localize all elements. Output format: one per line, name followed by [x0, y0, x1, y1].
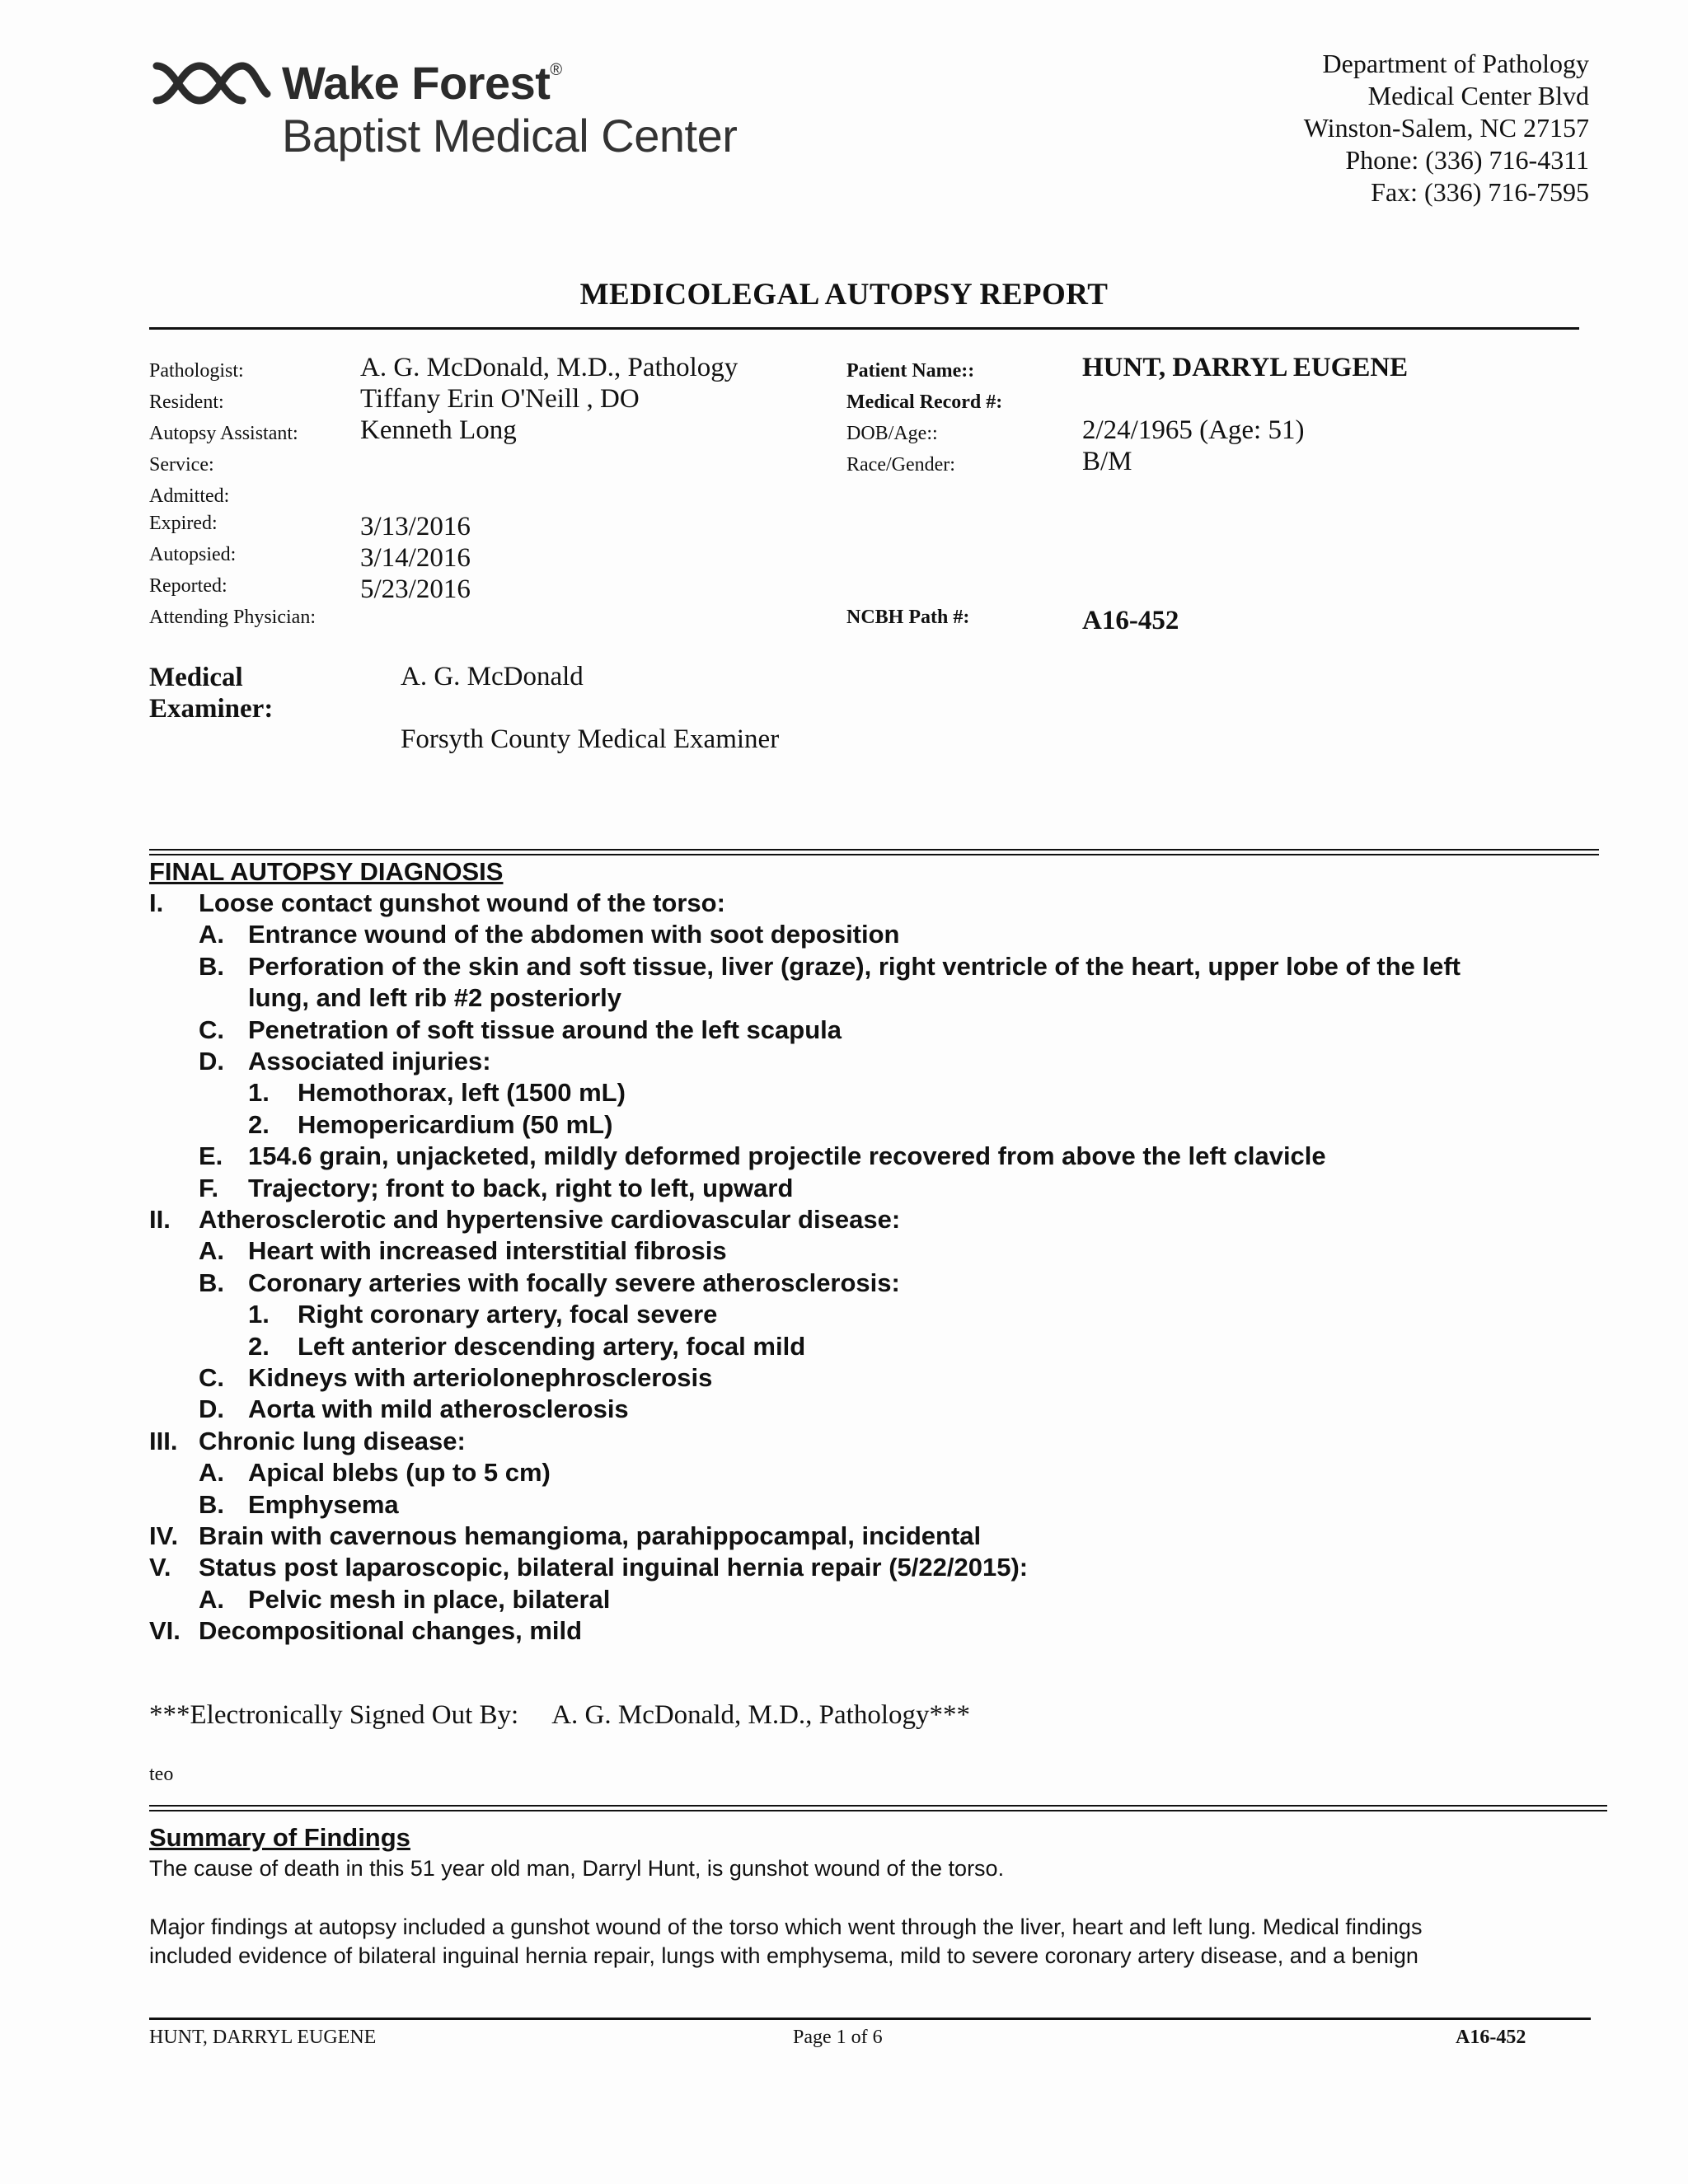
- diagnosis-item-number: III.: [149, 1426, 178, 1455]
- summary-heading: Summary of Findings: [149, 1823, 410, 1852]
- report-title: MEDICOLEGAL AUTOPSY REPORT: [579, 278, 1109, 312]
- signout-name: A. G. McDonald, M.D., Pathology***: [551, 1700, 970, 1730]
- diagnosis-item-text: Entrance wound of the abdomen with soot deposition: [248, 920, 900, 949]
- diagnosis-item-number: C.: [199, 1015, 224, 1044]
- diagnosis-item-number: 1.: [248, 1078, 270, 1108]
- diagnosis-rule-top: [149, 849, 1599, 851]
- diagnosis-item-text: Kidneys with arteriolonephrosclerosis: [248, 1363, 713, 1392]
- diagnosis-heading: FINAL AUTOPSY DIAGNOSIS: [149, 857, 504, 886]
- expired-value: 3/13/2016: [360, 512, 471, 541]
- diagnosis-item-number: II.: [149, 1205, 171, 1234]
- diagnosis-item-text: Brain with cavernous hemangioma, parahippocampal, incidental: [199, 1521, 982, 1550]
- diagnosis-item-number: B.: [199, 1489, 224, 1519]
- diagnosis-item-text: Right coronary artery, focal severe: [298, 1300, 718, 1329]
- race-gender-value: B/M: [1082, 447, 1132, 476]
- admitted-label: Admitted:: [149, 485, 230, 507]
- reported-value: 5/23/2016: [360, 574, 471, 604]
- diagnosis-item-text: Pelvic mesh in place, bilateral: [248, 1584, 611, 1614]
- address-city: Winston-Salem, NC 27157: [1303, 113, 1589, 143]
- address-fax: Fax: (336) 716-7595: [1371, 177, 1589, 207]
- path-number-label: NCBH Path #:: [846, 607, 970, 628]
- patient-name-label: Patient Name::: [846, 360, 975, 382]
- service-label: Service:: [149, 454, 214, 476]
- diagnosis-item-text: Aorta with mild atherosclerosis: [248, 1394, 629, 1424]
- diagnosis-item-number: IV.: [149, 1521, 179, 1550]
- diagnosis-rule-bottom: [149, 854, 1599, 855]
- patient-name-value: HUNT, DARRYL EUGENE: [1082, 353, 1409, 382]
- hospital-logo: [150, 49, 743, 165]
- medical-examiner-name: A. G. McDonald: [401, 662, 584, 691]
- diagnosis-item-text: Perforation of the skin and soft tissue, liver (graze), right ventricle of the heart, upper lobe of the left: [248, 951, 1461, 981]
- footer-patient: HUNT, DARRYL EUGENE: [149, 2027, 377, 2048]
- autopsied-value: 3/14/2016: [360, 543, 471, 573]
- summary-paragraph-1: The cause of death in this 51 year old man, Darryl Hunt, is gunshot wound of the torso.: [149, 1856, 1005, 1881]
- diagnosis-item-number: 1.: [248, 1300, 270, 1329]
- logo-title: Wake Forest®: [282, 57, 562, 109]
- diagnosis-item-number: VI.: [149, 1616, 181, 1646]
- diagnosis-item-text: 154.6 grain, unjacketed, mildly deformed projectile recovered from above the left clavicle: [248, 1141, 1326, 1171]
- diagnosis-item-number: A.: [199, 1584, 224, 1614]
- footer-page-number: Page 1 of 6: [793, 2027, 883, 2048]
- footer-path-number: A16-452: [1456, 2027, 1526, 2048]
- diagnosis-item-text: Left anterior descending artery, focal mild: [298, 1331, 806, 1361]
- diagnosis-item-number: B.: [199, 1268, 224, 1297]
- diagnosis-item-number: 2.: [248, 1109, 270, 1139]
- attending-label: Attending Physician:: [149, 607, 316, 628]
- resident-label: Resident:: [149, 391, 224, 413]
- address-street: Medical Center Blvd: [1367, 81, 1589, 110]
- diagnosis-item-text: Chronic lung disease:: [199, 1426, 466, 1455]
- summary-paragraph-2-line1: Major findings at autopsy included a gunshot wound of the torso which went through the liver, heart and left lung. Medical findings: [149, 1915, 1423, 1939]
- diagnosis-item-number: C.: [199, 1363, 224, 1392]
- diagnosis-item-text: Status post laparoscopic, bilateral inguinal hernia repair (5/22/2015):: [199, 1553, 1029, 1582]
- diagnosis-item-number: V.: [149, 1553, 171, 1582]
- dob-value: 2/24/1965 (Age: 51): [1082, 415, 1305, 445]
- resident-value: Tiffany Erin O'Neill , DO: [360, 384, 640, 414]
- medical-examiner-office: Forsyth County Medical Examiner: [401, 724, 780, 754]
- diagnosis-item-text: Associated injuries:: [248, 1047, 491, 1076]
- diagnosis-item-text: Apical blebs (up to 5 cm): [248, 1458, 551, 1488]
- title-rule: [149, 327, 1579, 330]
- reported-label: Reported:: [149, 575, 227, 597]
- wake-forest-logo-icon: [150, 54, 274, 112]
- diagnosis-item-number: D.: [199, 1394, 224, 1424]
- pathologist-label: Pathologist:: [149, 360, 244, 382]
- signout-line: [149, 1700, 970, 1731]
- diagnosis-item-number: A.: [199, 920, 224, 949]
- diagnosis-item-text: Penetration of soft tissue around the left scapula: [248, 1015, 842, 1044]
- pathologist-value: A. G. McDonald, M.D., Pathology: [360, 353, 738, 382]
- department-address: [1304, 48, 1589, 209]
- address-phone: Phone: (336) 716-4311: [1345, 145, 1589, 175]
- diagnosis-item-text: Atherosclerotic and hypertensive cardiovascular disease:: [199, 1205, 901, 1234]
- diagnosis-item-number: E.: [199, 1141, 223, 1171]
- diagnosis-item-text: Hemopericardium (50 mL): [298, 1109, 613, 1139]
- diagnosis-item-text: Heart with increased interstitial fibrosis: [248, 1236, 727, 1266]
- diagnosis-item-text: Loose contact gunshot wound of the torso:: [199, 888, 725, 917]
- diagnosis-item-text: lung, and left rib #2 posteriorly: [248, 983, 622, 1013]
- diagnosis-item-text: Trajectory; front to back, right to left, upward: [248, 1173, 794, 1202]
- autopsied-label: Autopsied:: [149, 544, 237, 565]
- race-gender-label: Race/Gender:: [846, 454, 955, 476]
- summary-paragraph-2-line2: included evidence of bilateral inguinal hernia repair, lungs with emphysema, mild to severe coronary artery disease, and a benign: [149, 1943, 1418, 1968]
- assistant-value: Kenneth Long: [360, 415, 517, 445]
- diagnosis-item-number: I.: [149, 888, 164, 917]
- transcriptionist-initials: teo: [149, 1764, 174, 1785]
- expired-label: Expired:: [149, 513, 218, 534]
- summary-rule-bottom: [149, 1810, 1607, 1811]
- assistant-label: Autopsy Assistant:: [149, 423, 298, 444]
- diagnosis-item-text: Emphysema: [248, 1489, 399, 1519]
- diagnosis-item-number: 2.: [248, 1331, 270, 1361]
- medical-examiner-label: [149, 662, 273, 724]
- medical-examiner-label-line2: Examiner:: [149, 694, 274, 724]
- signout-prefix: ***Electronically Signed Out By:: [149, 1700, 519, 1730]
- diagnosis-item-text: Coronary arteries with focally severe atherosclerosis:: [248, 1268, 900, 1297]
- dob-label: DOB/Age::: [846, 423, 938, 444]
- diagnosis-item-number: A.: [199, 1458, 224, 1488]
- footer-rule: [149, 2018, 1591, 2020]
- diagnosis-item-number: B.: [199, 951, 224, 981]
- diagnosis-item-text: Hemothorax, left (1500 mL): [298, 1078, 626, 1108]
- diagnosis-item-number: D.: [199, 1047, 224, 1076]
- medical-record-label: Medical Record #:: [846, 391, 1003, 413]
- diagnosis-item-number: F.: [199, 1173, 219, 1202]
- summary-rule-top: [149, 1805, 1607, 1807]
- path-number-value: A16-452: [1082, 606, 1179, 635]
- diagnosis-item-number: A.: [199, 1236, 224, 1266]
- medical-examiner-label-line1: Medical: [149, 663, 243, 692]
- diagnosis-item-text: Decompositional changes, mild: [199, 1616, 583, 1646]
- logo-subtitle: Baptist Medical Center: [282, 110, 738, 162]
- address-dept: Department of Pathology: [1322, 49, 1589, 78]
